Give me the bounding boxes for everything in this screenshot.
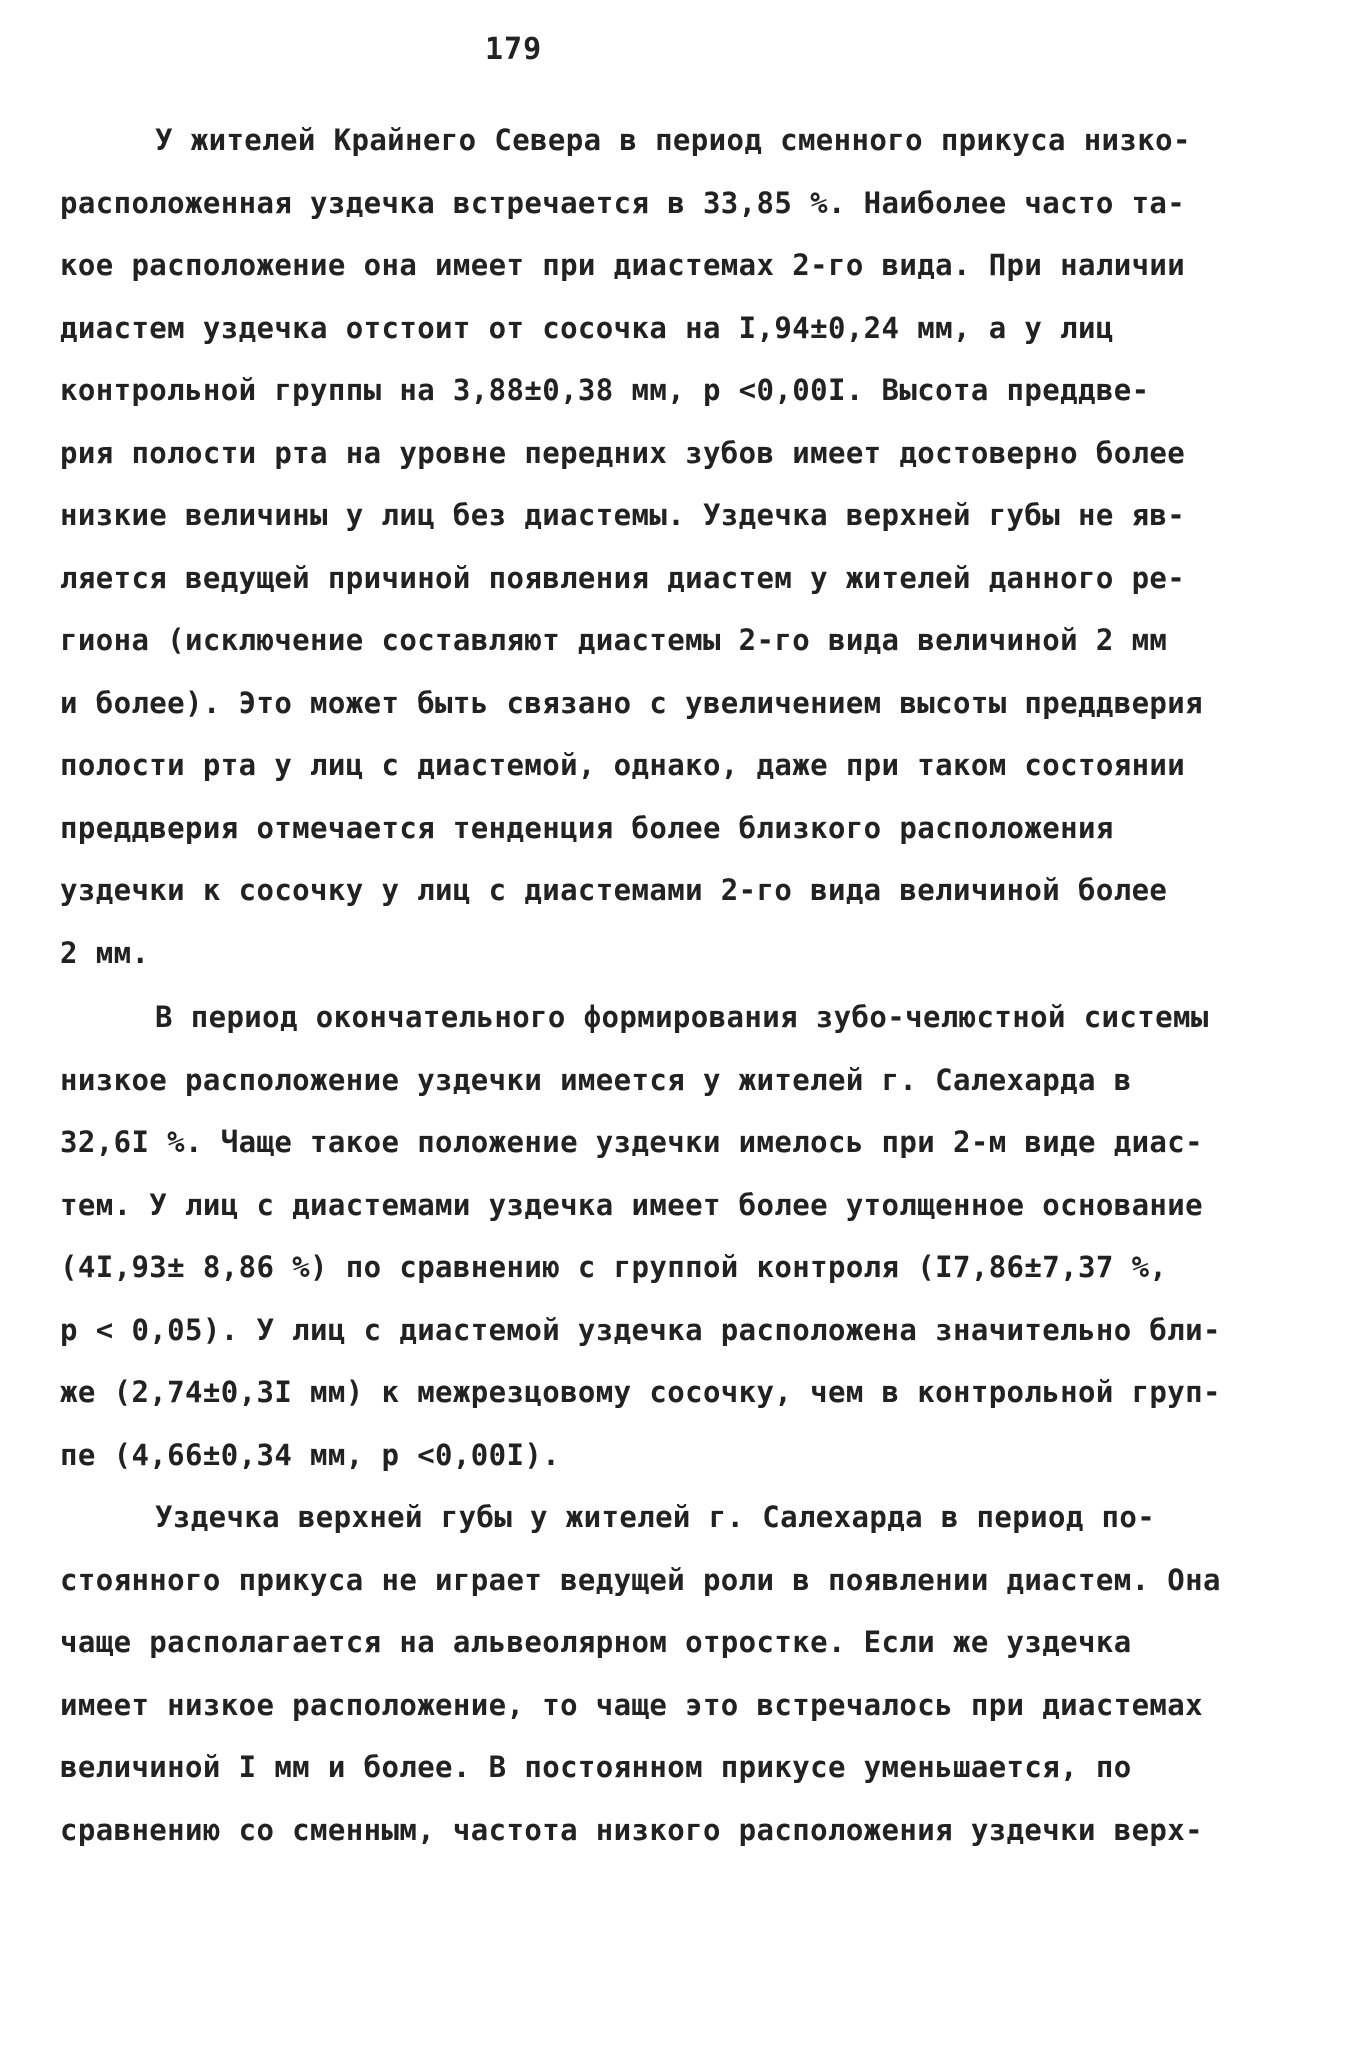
text-line: тем. У лиц с диастемами уздечка имеет более утолщенное основание [60,1187,1204,1222]
text-line: диастем уздечка отстоит от сосочка на I,94±0,24 мм, а у лиц [60,310,1114,345]
text-line: сравнению со сменным, частота низкого расположения уздечки верх- [60,1812,1204,1847]
text-line: величиной I мм и более. В постоянном прикусе уменьшается, по [60,1750,1132,1784]
text-line: В период окончательного формирования зубо-челюстной системы [155,1000,1209,1034]
text-line: и более). Это может быть связано с увеличением высоты преддверия [60,685,1204,720]
text-line: полости рта у лиц с диастемой, однако, даже при таком состоянии [60,748,1186,782]
text-line: низкие величины у лиц без диастемы. Уздечка верхней губы не яв- [60,498,1186,532]
text-line: ляется ведущей причиной появления диастем у жителей данного ре- [60,560,1186,595]
text-line: чаще располагается на альвеолярном отростке. Если же уздечка [60,1625,1132,1659]
text-line: контрольной группы на 3,88±0,38 мм, р <0,00I. Высота преддве- [60,373,1150,407]
page-number: 179 [485,32,543,67]
text-line: расположенная уздечка встречается в 33,85 %. Наиболее часто та- [60,185,1186,220]
text-line: имеет низкое расположение, то чаще это встречалось при диастемах [60,1687,1204,1722]
text-line: преддверия отмечается тенденция более близкого расположения [60,810,1114,845]
text-line: 32,6I %. Чаще такое положение уздечки имелось при 2-м виде диас- [60,1125,1204,1159]
text-line: гиона (исключение составляют диастемы 2-го вида величиной 2 мм [60,623,1168,657]
text-line: Уздечка верхней губы у жителей г. Салехарда в период по- [155,1500,1156,1534]
text-line: пе (4,66±0,34 мм, р <0,00I). [60,1437,561,1472]
text-line: уздечки к сосочку у лиц с диастемами 2-го вида величиной более [60,873,1168,907]
text-line: У жителей Крайнего Севера в период сменного прикуса низко- [155,123,1191,157]
text-line: стоянного прикуса не играет ведущей роли в появлении диастем. Она [60,1562,1221,1597]
text-line: низкое расположение уздечки имеется у жителей г. Салехарда в [60,1062,1132,1097]
text-line: (4I,93± 8,86 %) по сравнению с группой контроля (I7,86±7,37 %, [60,1250,1168,1284]
text-line: 2 мм. [60,935,150,970]
text-line: же (2,74±0,3I мм) к межрезцовому сосочку, чем в контрольной груп- [60,1375,1221,1409]
text-line: кое расположение она имеет при диастемах 2-го вида. При наличии [60,248,1186,282]
text-line: р < 0,05). У лиц с диастемой уздечка расположена значительно бли- [60,1312,1221,1347]
text-line: рия полости рта на уровне передних зубов имеет достоверно более [60,435,1186,470]
